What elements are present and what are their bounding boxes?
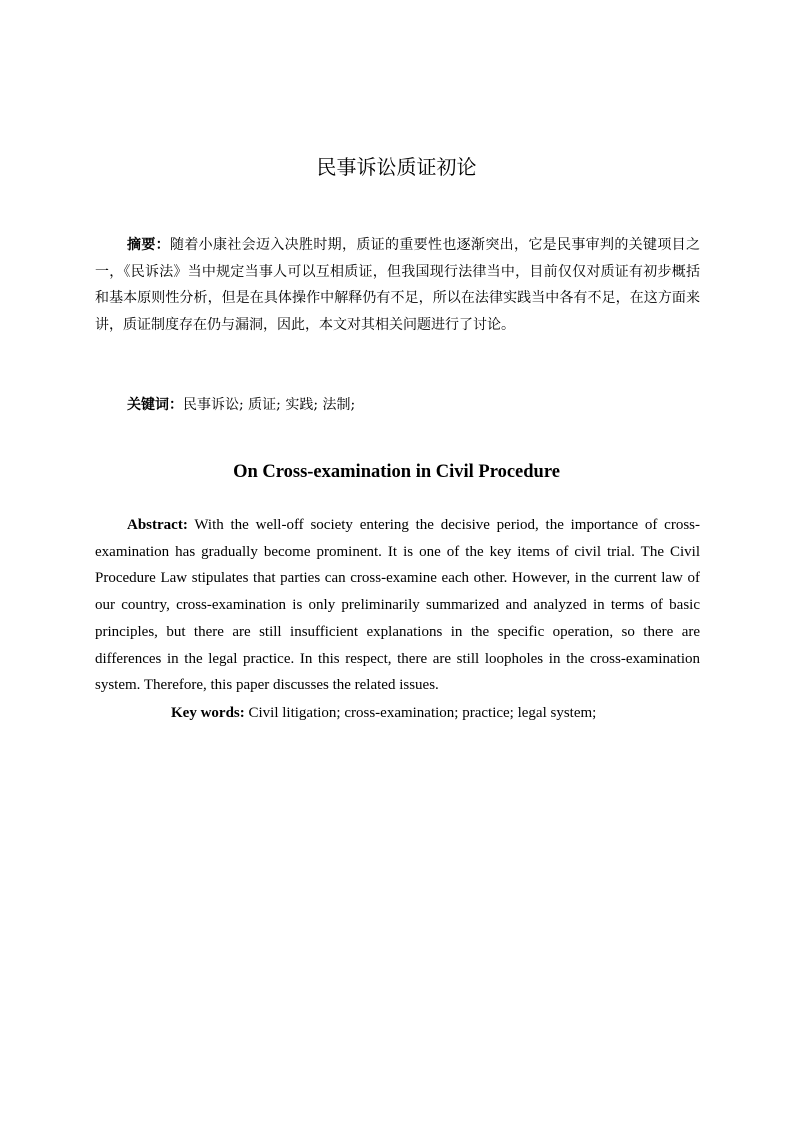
english-abstract-label: Abstract: [127,517,188,533]
chinese-abstract-text: 随着小康社会迈入决胜时期，质证的重要性也逐渐突出，它是民事审判的关键项目之一，《民诉法》当中规定当事人可以互相质证，但我国现行法律当中，目前仅仅对质证有初步概括和基本原则性分析，但是在具体操作中解释仍有不足，所以在法律实践当中各有不足，在这方面来讲，质证制度存在仍与漏洞，因此，本文对其相关问题进行了讨论。 [95,237,700,333]
english-keywords-text: Civil litigation; cross-examination; practice; legal system; [244,705,597,721]
english-keywords [171,700,700,726]
chinese-abstract-label: 摘要： [127,237,170,253]
chinese-keywords-text: 民事诉讼; 质证; 实践; 法制; [183,397,356,413]
chinese-title: 民事诉讼质证初论 [316,155,477,179]
english-title: On Cross-examination in Civil Procedure [233,462,560,482]
chinese-keywords [127,392,700,418]
english-abstract-text: With the well-off society entering the decisive period, the importance of cross-examination has gradually become prominent. It is one of the key items of civil trial. The Civil Procedure Law stipulates that parties can cross-examine each other. However, in the current law of our country, cross-examination is only preliminarily summarized and analyzed in terms of basic principles, but there are still insufficient explanations in the specific operation, so there are differences in the legal practice. In this respect, there are still loopholes in the cross-examination system. Therefore, this paper discusses the related issues. [95,517,700,694]
chinese-keywords-label: 关键词： [127,397,183,413]
english-keywords-label: Key words: [171,705,245,721]
chinese-abstract [95,232,700,338]
english-abstract [95,512,700,699]
